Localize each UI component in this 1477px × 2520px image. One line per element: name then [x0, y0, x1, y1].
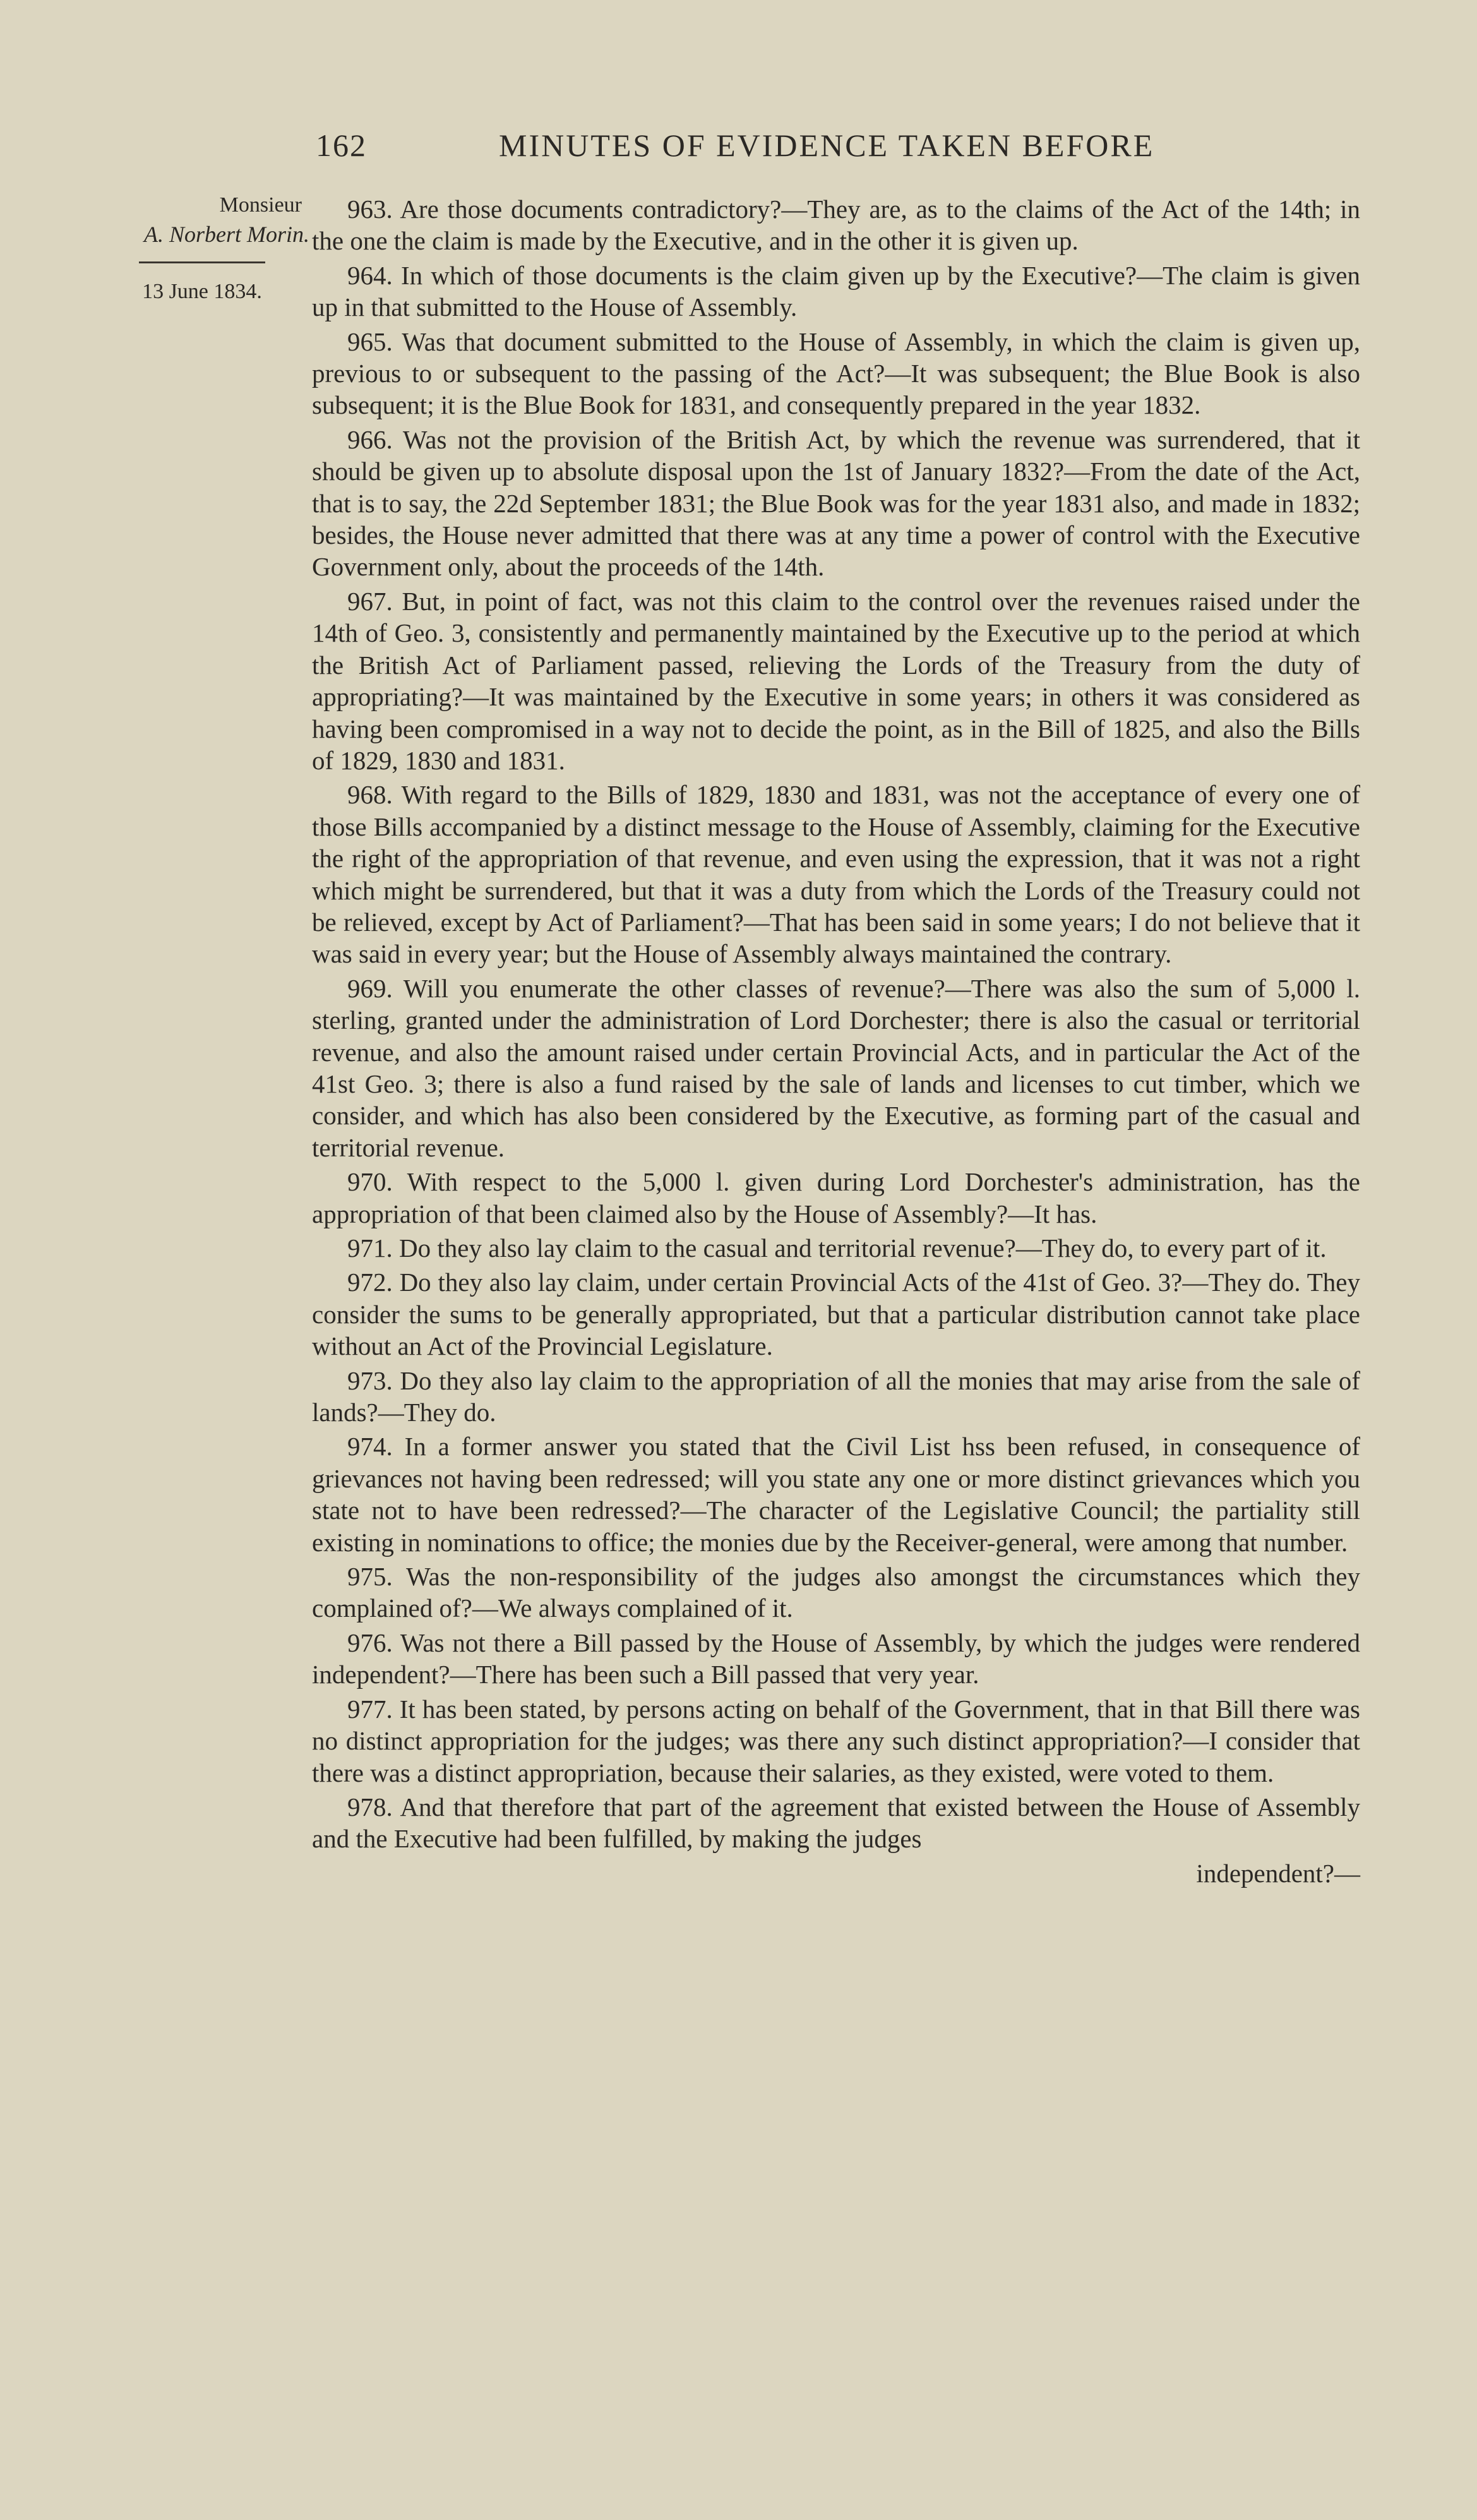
evidence-paragraph: 967. But, in point of fact, was not this claim to the control over the revenues raised under the 14th of Geo. 3, consistently and permanently maintained by the Executive up to the period at which the British Act of Parliament passed, relieving the Lords of the Treasury from the duty of appropriating?—It was maintained by the Executive in some years; in others it was considered as having been compromised in a way not to decide the point, as in the Bill of 1825, and also the Bills of 1829, 1830 and 1831.: [312, 586, 1360, 775]
continued-text: independent?—: [1196, 1858, 1360, 1888]
evidence-paragraph: 969. Will you enumerate the other classes of revenue?—There was also the sum of 5,000 l. sterling, granted under the administration of Lord Dorchester; there is also the casual or territorial revenue, and also the amount raised under certain Provincial Acts, and in particular the Act of the 41st Geo. 3; there is also a fund raised by the sale of lands and licenses to cut timber, which we consider, and which has also been considered by the Executive, as forming part of the casual and territorial revenue.: [312, 973, 1360, 1162]
margin-note: [95, 191, 309, 306]
witness-date: 13 June 1834.: [142, 280, 262, 303]
witness-title: Monsieur: [219, 193, 302, 217]
running-title: MINUTES OF EVIDENCE TAKEN BEFORE: [499, 128, 1155, 163]
evidence-paragraph: 970. With respect to the 5,000 l. given during Lord Dorchester's administration, has the appropriation of that been claimed also by the House of Assembly?—It has.: [312, 1167, 1360, 1228]
evidence-paragraph: 976. Was not there a Bill passed by the House of Assembly, by which the judges were rendered independent?—There has been such a Bill passed that very year.: [312, 1628, 1360, 1689]
evidence-body: [312, 193, 1360, 1892]
page-number: 162: [316, 128, 367, 163]
evidence-paragraph: 977. It has been stated, by persons acting on behalf of the Government, that in that Bill there was no distinct appropriation for the judges; was there any such distinct appropriation?—I consider that there was a distinct appropriation, because their salaries, as they existed, were voted to them.: [312, 1694, 1360, 1787]
evidence-paragraph: 971. Do they also lay claim to the casual and territorial revenue?—They do, to every part of it.: [347, 1233, 1327, 1263]
evidence-paragraph: 975. Was the non-responsibility of the judges also amongst the circumstances which they complained of?—We always complained of it.: [312, 1562, 1360, 1623]
evidence-paragraph: 978. And that therefore that part of the agreement that existed between the House of Assembly and the Executive had been fulfilled, by making the judges: [312, 1792, 1360, 1854]
witness-name: A. Norbert Morin.: [143, 222, 309, 247]
evidence-paragraph: 968. With regard to the Bills of 1829, 1830 and 1831, was not the acceptance of every one of those Bills accompanied by a distinct message to the House of Assembly, claiming for the Executive the right of the appropriation of that revenue, and even using the expression, that it was not a right which might be surrendered, but that it was a duty from which the Lords of the Treasury could not be relieved, except by Act of Parliament?—That has been said in some years; I do not believe that it was said in every year; but the House of Assembly always maintained the contrary.: [312, 780, 1360, 969]
evidence-paragraph: 972. Do they also lay claim, under certain Provincial Acts of the 41st of Geo. 3?—They do. They consider the sums to be generally appropriated, but that a particular distribution cannot take place without an Act of the Provincial Legislature.: [312, 1268, 1360, 1361]
evidence-paragraph: 966. Was not the provision of the British Act, by which the revenue was surrendered, that it should be given up to absolute disposal upon the 1st of January 1832?—From the date of the Act, that is to say, the 22d September 1831; the Blue Book was for the year 1831 also, and made in 1832; besides, the House never admitted that there was at any time a power of control with the Executive Government only, about the proceeds of the 14th.: [312, 424, 1360, 582]
evidence-paragraph: 974. In a former answer you stated that the Civil List hss been refused, in consequence of grievances not having been redressed; will you state any one or more distinct grievances which you state not to have been redressed?—The character of the Legislative Council; the partiality still existing in nominations to office; the monies due by the Receiver-general, were among that number.: [312, 1432, 1360, 1557]
evidence-paragraph: 964. In which of those documents is the claim given up by the Executive?—The claim is given up in that submitted to the House of Assembly.: [312, 260, 1360, 322]
evidence-paragraph: 963. Are those documents contradictory?—They are, as to the claims of the Act of the 14th; in the one the claim is made by the Executive, and in the other it is given up.: [312, 195, 1360, 256]
evidence-paragraph: 973. Do they also lay claim to the appropriation of all the monies that may arise from the sale of lands?—They do.: [312, 1365, 1360, 1427]
margin-rule: [139, 261, 265, 263]
evidence-paragraph: 965. Was that document submitted to the House of Assembly, in which the claim is given up, previous to or subsequent to the passing of the Act?—It was subsequent; the Blue Book is also subsequent; it is the Blue Book for 1831, and consequently prepared in the year 1832.: [312, 327, 1360, 420]
